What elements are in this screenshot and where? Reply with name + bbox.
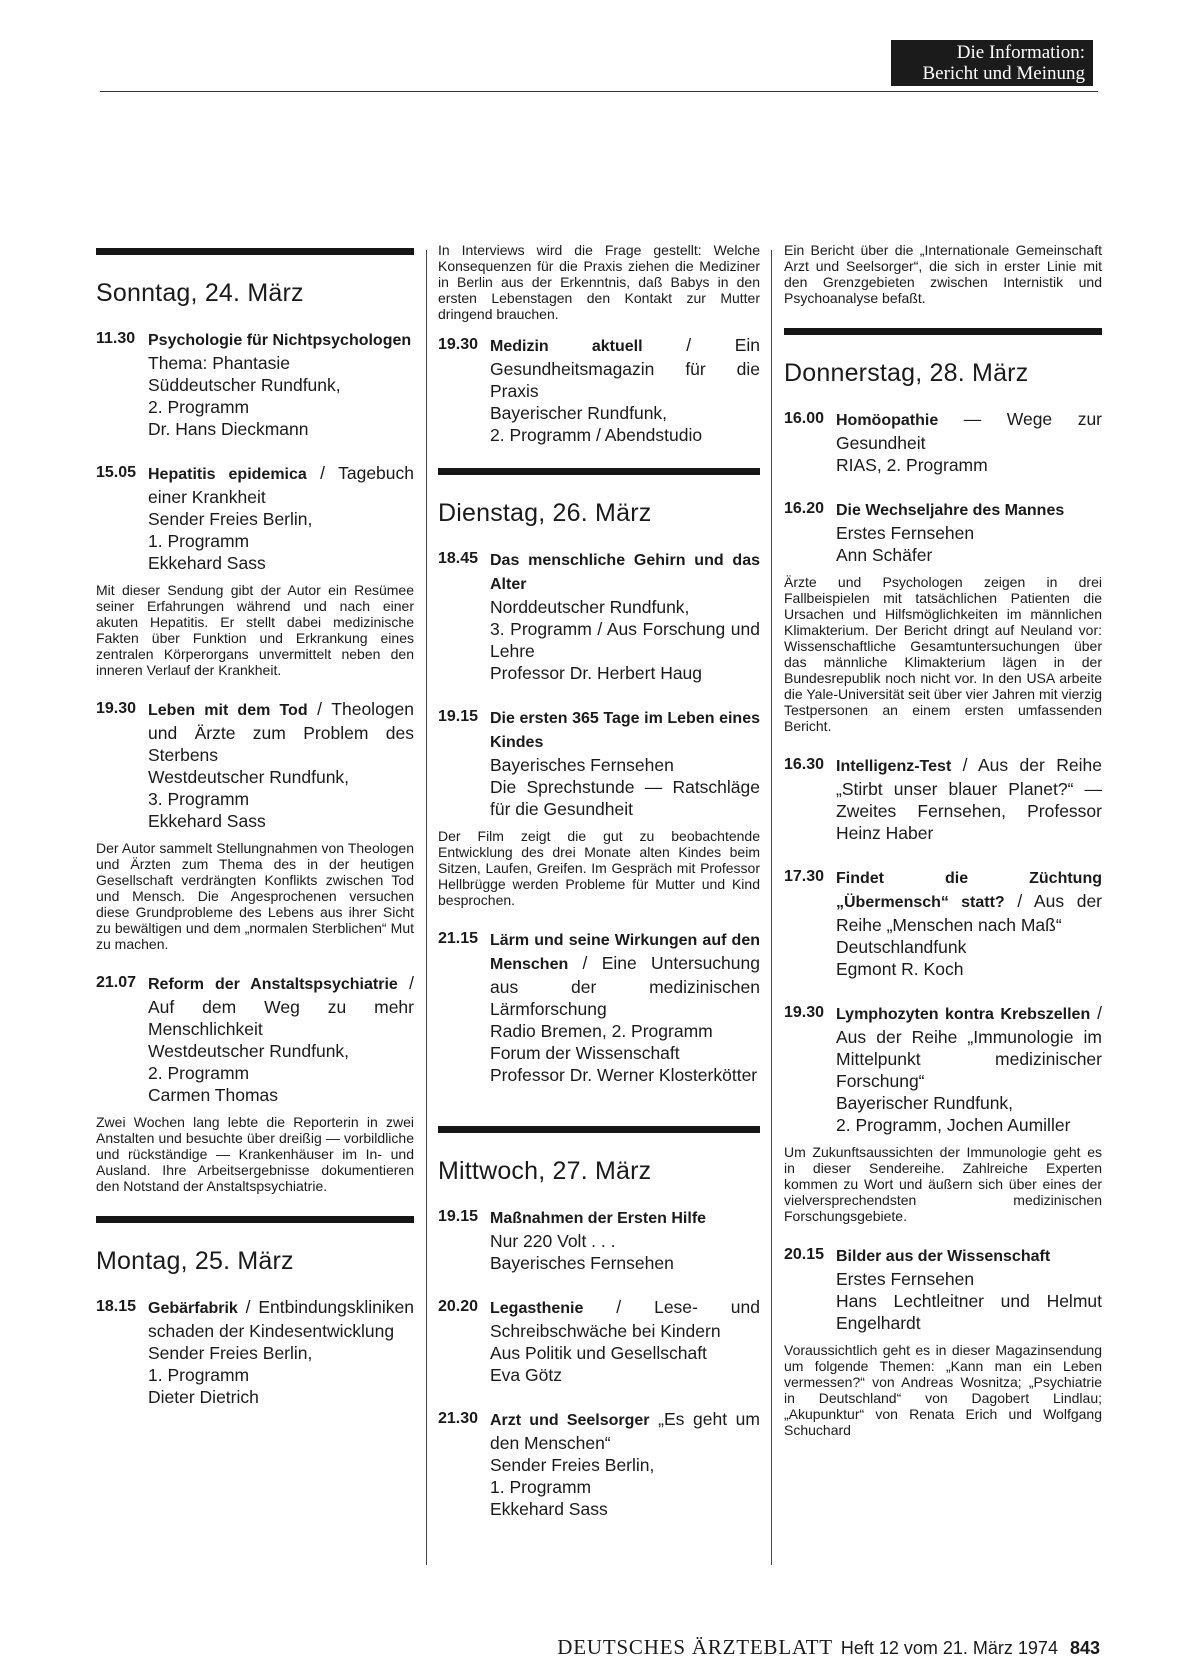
program-description: Ärzte und Psychologen zeigen in drei Fallbeispielen mit tatsächlichen Patienten die Ursachen und Hilfsmöglichkeiten im männlichen Klimakterium. Der Bericht dringt auf Neuland vor: Wissenschaftliche Gesamtuntersuchungen über das männliche Klimakterium lägen in der Bundesrepublik noch nicht vor. In den USA arbeite die Yale-Universität seit über vier Jahren mit vierzig Testpersonen an einem ersten umfassenden Bericht. xyxy=(784,574,1102,734)
program-line: Westdeutscher Rundfunk, xyxy=(148,767,350,787)
program-entry xyxy=(438,1206,760,1274)
program-title: Gebärfabrik xyxy=(148,1300,238,1317)
program-description: Der Film zeigt die gut zu beobachtende Entwicklung des drei Monate alten Kindes beim Sitzen, Laufen, Greifen. Im Gespräch mit Professor Hellbrügge werden Probleme für Mutter und Kind besprochen. xyxy=(438,828,760,908)
journal-name: DEUTSCHES ÄRZTEBLATT xyxy=(557,1635,833,1659)
program-line: Bayerischer Rundfunk, xyxy=(490,403,668,423)
continued-description: In Interviews wird die Frage gestellt: Welche Konsequenzen für die Praxis ziehen die Mediziner in Berlin aus der Erkenntnis, daß Babys in den ersten Lebenstagen den Kontakt zur Mutter dringend brauchen. xyxy=(438,242,760,322)
program-subtitle: / Entbindungskliniken schaden der Kindesentwicklung xyxy=(148,1297,414,1341)
program-title: Medizin aktuell xyxy=(490,338,643,355)
program-line: RIAS, 2. Programm xyxy=(836,455,988,475)
program-time: 11.30 xyxy=(96,330,136,347)
program-subtitle: „Es geht um den Menschen“ xyxy=(490,1409,760,1453)
program-body xyxy=(148,462,414,574)
column-3 xyxy=(784,242,1103,1458)
program-line: Professor Dr. Werner Klosterkötter xyxy=(490,1065,758,1085)
program-line: Aus Politik und Gesellschaft xyxy=(490,1343,707,1363)
program-line: Professor Dr. Herbert Haug xyxy=(490,663,703,683)
program-line: Forum der Wissenschaft xyxy=(490,1043,680,1063)
program-time: 18.45 xyxy=(438,550,479,567)
program-title: Bilder aus der Wissenschaft xyxy=(836,1248,1051,1265)
program-time: 15.05 xyxy=(96,464,137,481)
page-number: 843 xyxy=(1069,1638,1100,1658)
program-body xyxy=(490,1206,760,1274)
program-line: 1. Programm xyxy=(490,1477,592,1497)
program-line: Bayerisches Fernsehen xyxy=(490,1253,674,1273)
program-line: Bayerisches Fernsehen xyxy=(490,755,674,775)
program-body xyxy=(490,1408,760,1520)
program-body xyxy=(490,548,760,684)
program-title: Maßnahmen der Ersten Hilfe xyxy=(490,1210,707,1227)
day-section xyxy=(438,1126,760,1542)
program-line: Nur 220 Volt . . . xyxy=(490,1231,616,1251)
program-description: Der Autor sammelt Stellungnahmen von Theologen und Ärzten zum Thema des in der heutigen Gesellschaft verdrängten Konflikts zwischen Tod und Mensch. Die Angesprochenen versuchen diese Grundprobleme des Lebens aus ihrer Sicht zu bewältigen und dem „normalen Sterblichen“ Mut zu machen. xyxy=(96,840,414,952)
program-time: 16.00 xyxy=(784,410,825,427)
column-1 xyxy=(96,248,414,1430)
day-divider-bar xyxy=(96,248,414,255)
program-entry xyxy=(784,1244,1102,1334)
program-subtitle: / Eine Untersuchung aus der medizinischen Lärmforschung xyxy=(490,953,760,1019)
program-entry xyxy=(438,1296,760,1386)
program-description: Mit dieser Sendung gibt der Autor ein Resümee seiner Erfahrungen während und nach einer akuten Hepatitis. Er stellt dabei medizinische Fakten über Funktion und Erkrankung eines zentralen Körperorgans unvermittelt neben den inneren Verlauf der Krankheit. xyxy=(96,582,414,678)
program-title: Reform der Anstaltspsychiatrie xyxy=(148,976,398,993)
program-body xyxy=(148,1296,414,1408)
program-line: Carmen Thomas xyxy=(148,1085,279,1105)
program-time: 17.30 xyxy=(784,868,825,885)
program-entry xyxy=(96,462,414,574)
program-title: Legasthenie xyxy=(490,1300,584,1317)
column-2 xyxy=(438,242,760,1542)
day-section xyxy=(96,248,414,1194)
program-subtitle: / Ein Gesundheitsmagazin für die Praxis xyxy=(490,335,760,401)
program-line: Ekkehard Sass xyxy=(148,811,266,831)
program-line: Süddeutscher Rundfunk, xyxy=(148,375,341,395)
header-rule xyxy=(100,91,1098,92)
program-entry xyxy=(438,334,760,446)
program-subtitle: / Tagebuch einer Krankheit xyxy=(148,463,414,507)
program-time: 19.15 xyxy=(438,1208,479,1225)
program-entry xyxy=(96,972,414,1106)
program-body xyxy=(490,1296,760,1386)
program-body xyxy=(490,706,760,820)
column-divider xyxy=(426,250,427,1565)
program-body xyxy=(836,754,1102,844)
issue-info: Heft 12 vom 21. März 1974 xyxy=(840,1638,1058,1658)
program-entry xyxy=(96,328,414,440)
program-line: Die Sprechstunde — Ratschläge für die Gesundheit xyxy=(490,777,760,819)
program-line: 2. Programm xyxy=(148,397,250,417)
program-entry xyxy=(438,928,760,1086)
program-line: Bayerischer Rundfunk, xyxy=(836,1093,1014,1113)
program-subtitle: / Aus der Reihe „Menschen nach Maß“ xyxy=(836,891,1103,935)
program-line: Sender Freies Berlin, xyxy=(148,1343,313,1363)
program-time: 18.15 xyxy=(96,1298,137,1315)
program-title: Lymphozyten kontra Krebszellen xyxy=(836,1006,1091,1023)
program-description: Zwei Wochen lang lebte die Reporterin in zwei Anstalten und besuchte über dreißig — vorbildliche und rückständige — Krankenhäuser im In- und Ausland. Ihre Arbeitsergebnisse dokumentieren den Notstand der Anstaltspsychiatrie. xyxy=(96,1114,414,1194)
program-entry xyxy=(438,706,760,820)
program-time: 19.30 xyxy=(784,1004,825,1021)
program-entry xyxy=(96,1296,414,1408)
day-section xyxy=(438,468,760,1108)
program-title: Homöopathie xyxy=(836,412,939,429)
program-line: 3. Programm / Aus Forschung und Lehre xyxy=(490,619,760,661)
program-time: 19.30 xyxy=(96,700,137,717)
program-line: 2. Programm xyxy=(148,1063,250,1083)
program-entry xyxy=(784,498,1102,566)
program-line: Erstes Fernsehen xyxy=(836,1269,975,1289)
program-title: Die Wechseljahre des Mannes xyxy=(836,502,1065,519)
program-line: Dieter Dietrich xyxy=(148,1387,259,1407)
program-body xyxy=(148,328,414,440)
program-time: 20.20 xyxy=(438,1298,479,1315)
day-divider-bar xyxy=(96,1216,414,1223)
program-time: 21.07 xyxy=(96,974,137,991)
program-title: Hepatitis epidemica xyxy=(148,466,307,483)
program-line: Sender Freies Berlin, xyxy=(490,1455,655,1475)
program-subtitle: — Wege zur Gesundheit xyxy=(836,409,1102,453)
program-body xyxy=(836,1002,1102,1136)
day-title: Mittwoch, 27. März xyxy=(438,1157,652,1185)
program-body xyxy=(836,1244,1102,1334)
program-entry xyxy=(784,754,1102,844)
program-line: Westdeutscher Rundfunk, xyxy=(148,1041,350,1061)
program-time: 16.20 xyxy=(784,500,825,517)
day-divider-bar xyxy=(438,468,760,475)
program-body xyxy=(836,498,1102,566)
program-body xyxy=(148,698,414,832)
program-entry xyxy=(784,408,1102,476)
program-time: 16.30 xyxy=(784,756,825,773)
program-line: Thema: Phantasie xyxy=(148,353,291,373)
day-section xyxy=(784,328,1102,1438)
program-body xyxy=(836,408,1102,476)
program-entry xyxy=(784,1002,1102,1136)
program-line: 1. Programm xyxy=(148,531,250,551)
program-entry xyxy=(438,1408,760,1520)
section-badge-line2: Bericht und Meinung xyxy=(922,63,1085,84)
program-title: Leben mit dem Tod xyxy=(148,702,308,719)
program-time: 20.15 xyxy=(784,1246,825,1263)
program-body xyxy=(490,334,760,446)
continued-description: Ein Bericht über die „Internationale Gemeinschaft Arzt und Seelsorger“, die sich in erster Linie mit den Grenzgebieten zwischen Internistik und Psychoanalyse befaßt. xyxy=(784,242,1102,306)
program-body xyxy=(148,972,414,1106)
program-time: 19.30 xyxy=(438,336,479,353)
section-badge-line1: Die Information: xyxy=(956,42,1085,63)
program-line: Deutschlandfunk xyxy=(836,937,967,957)
page-footer xyxy=(480,1635,1100,1660)
program-line: 2. Programm / Abendstudio xyxy=(490,425,703,445)
day-title: Sonntag, 24. März xyxy=(96,279,304,307)
program-entry xyxy=(784,866,1102,980)
program-line: Eva Götz xyxy=(490,1365,562,1385)
program-body xyxy=(490,928,760,1086)
program-title: Intelligenz-Test xyxy=(836,758,952,775)
day-section xyxy=(96,1216,414,1430)
program-subtitle: / Theologen und Ärzte zum Problem des Sterbens xyxy=(148,699,414,765)
program-time: 19.15 xyxy=(438,708,479,725)
program-line: Ekkehard Sass xyxy=(148,553,266,573)
program-title: Die ersten 365 Tage im Leben eines Kindes xyxy=(490,710,760,751)
program-title: Psychologie für Nichtpsychologen xyxy=(148,332,412,349)
program-line: Hans Lechtleitner und Helmut Engelhardt xyxy=(836,1291,1102,1333)
day-divider-bar xyxy=(438,1126,760,1133)
program-subtitle: / Aus der Reihe „Immunologie im Mittelpunkt medizinischer Forschung“ xyxy=(836,1003,1102,1091)
program-line: 2. Programm, Jochen Aumiller xyxy=(836,1115,1071,1135)
program-line: Egmont R. Koch xyxy=(836,959,964,979)
program-title: Findet die Züchtung „Übermensch“ statt? xyxy=(836,870,1102,911)
section-badge xyxy=(891,40,1093,86)
program-title: Arzt und Seelsorger xyxy=(490,1412,650,1429)
program-line: Dr. Hans Dieckmann xyxy=(148,419,309,439)
column-divider xyxy=(771,250,772,1565)
program-description: Um Zukunftsaussichten der Immunologie geht es in dieser Sendereihe. Zahlreiche Experten kommen zu Wort und äußern sich über eines der vielversprechendsten medizinischen Forschungsgebiete. xyxy=(784,1144,1102,1224)
program-line: Ann Schäfer xyxy=(836,545,933,565)
program-body xyxy=(836,866,1102,980)
program-subtitle: / Aus der Reihe „Stirbt unser blauer Planet?“ — Zweites Fernsehen, Professor Heinz Haber xyxy=(836,755,1102,843)
program-subtitle: / Lese- und Schreibschwäche bei Kindern xyxy=(490,1297,760,1341)
program-line: Sender Freies Berlin, xyxy=(148,509,313,529)
program-line: 1. Programm xyxy=(148,1365,250,1385)
program-title: Lärm und seine Wirkungen auf den Menschen xyxy=(490,932,760,973)
program-line: Erstes Fernsehen xyxy=(836,523,975,543)
program-subtitle: / Auf dem Weg zu mehr Menschlichkeit xyxy=(148,973,414,1039)
program-entry xyxy=(96,698,414,832)
program-time: 21.15 xyxy=(438,930,479,947)
program-title: Das menschliche Gehirn und das Alter xyxy=(490,552,760,593)
program-time: 21.30 xyxy=(438,1410,479,1427)
program-entry xyxy=(438,548,760,684)
program-line: Radio Bremen, 2. Programm xyxy=(490,1021,713,1041)
program-line: Ekkehard Sass xyxy=(490,1499,608,1519)
day-title: Dienstag, 26. März xyxy=(438,499,652,527)
day-title: Montag, 25. März xyxy=(96,1247,294,1275)
program-line: Norddeutscher Rundfunk, xyxy=(490,597,690,617)
program-description: Voraussichtlich geht es in dieser Magazinsendung um folgende Themen: „Kann man ein Leben vermessen?“ von Andreas Wosnitza; „Psychiatrie in Deutschland“ von Dagobert Lindlau; „Akupunktur“ von Renata Erich und Wolfgang Schuchard xyxy=(784,1342,1102,1438)
day-divider-bar xyxy=(784,328,1102,335)
day-title: Donnerstag, 28. März xyxy=(784,359,1029,387)
program-line: 3. Programm xyxy=(148,789,250,809)
